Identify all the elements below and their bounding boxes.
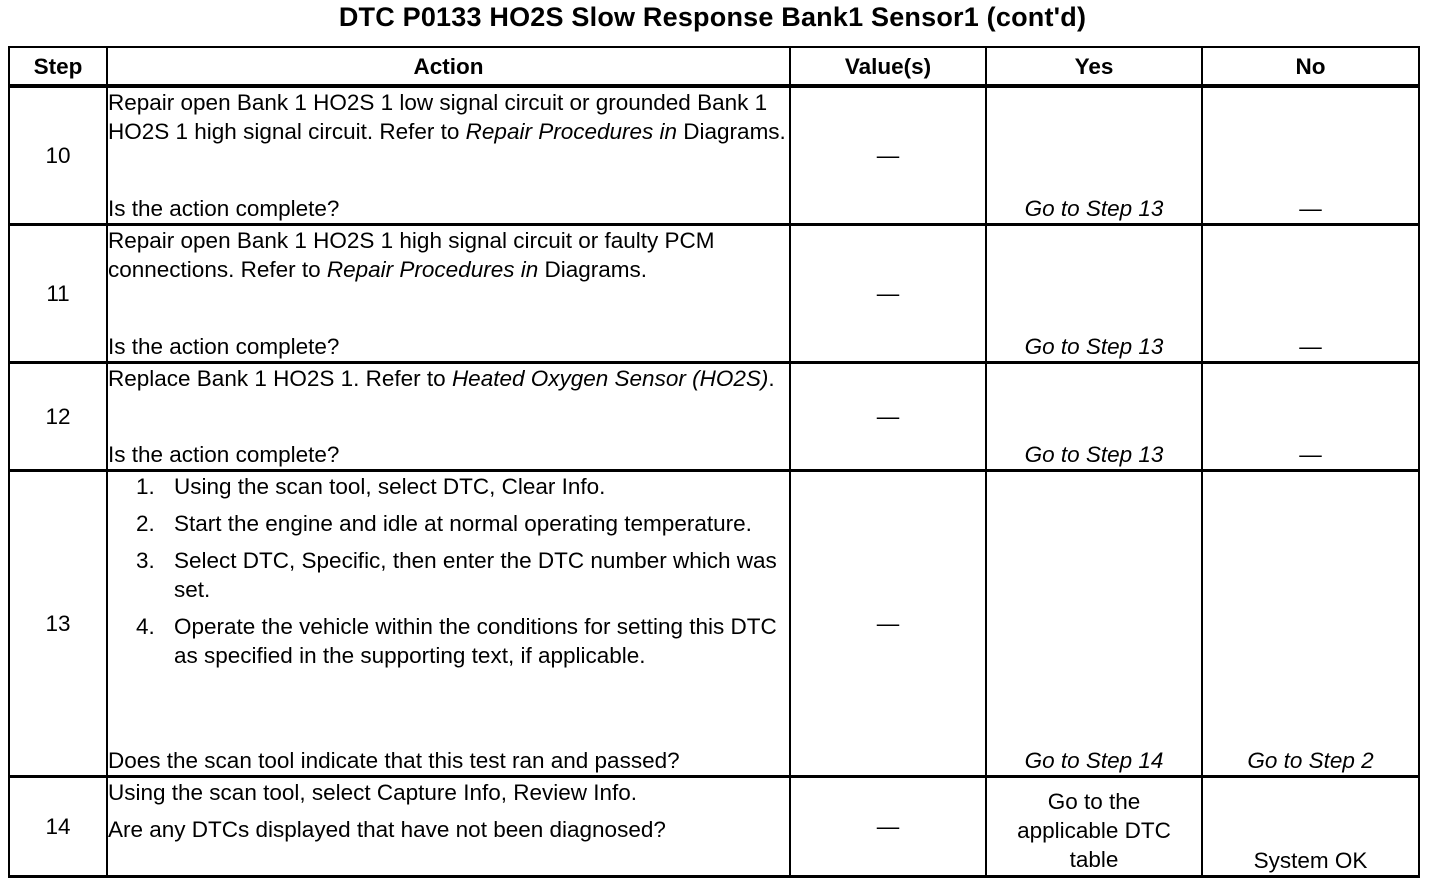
action-cell (107, 224, 790, 362)
substep-list (108, 472, 789, 678)
yes-cell: Go to Step 13 (986, 224, 1202, 362)
value-cell: — (790, 776, 986, 876)
header-yes: Yes (986, 47, 1202, 86)
table-row (9, 86, 1419, 224)
list-item: Using the scan tool, select DTC, Clear Info. (174, 473, 606, 499)
header-action: Action (107, 47, 790, 86)
step-number: 11 (9, 224, 107, 362)
action-text: Repair open Bank 1 HO2S 1 low signal circuit or grounded Bank 1 HO2S 1 high signal circuit. Refer to Repair Procedures in Diagrams. (108, 90, 786, 144)
value-cell: — (790, 470, 986, 776)
list-item: Select DTC, Specific, then enter the DTC number which was set. (174, 547, 777, 602)
table-row (9, 776, 1419, 876)
action-question: Is the action complete? (108, 195, 340, 221)
step-number: 13 (9, 470, 107, 776)
action-text: Repair open Bank 1 HO2S 1 high signal circuit or faulty PCM connections. Refer to Repair Procedures in Diagrams. (108, 227, 715, 282)
table-row (9, 470, 1419, 776)
header-step: Step (9, 47, 107, 86)
no-cell: Go to Step 2 (1202, 470, 1419, 776)
action-question: Are any DTCs displayed that have not been diagnosed? (108, 816, 666, 842)
action-reference: Heated Oxygen Sensor (HO2S) (451, 365, 769, 391)
list-item: Operate the vehicle within the conditions for setting this DTC as specified in the supporting text, if applicable. (174, 613, 777, 668)
action-text: Using the scan tool, select Capture Info, Review Info. (108, 779, 638, 805)
step-number: 12 (9, 362, 107, 470)
no-cell: — (1202, 362, 1419, 470)
no-cell: — (1202, 224, 1419, 362)
action-text: Replace Bank 1 HO2S 1. Refer to Heated Oxygen Sensor (HO2S). (108, 365, 775, 391)
yes-cell: Go to Step 13 (986, 86, 1202, 224)
action-cell (107, 776, 790, 876)
action-reference: Repair Procedures in (465, 119, 678, 144)
action-cell (107, 362, 790, 470)
value-cell: — (790, 224, 986, 362)
table-row (9, 224, 1419, 362)
step-number: 10 (9, 86, 107, 224)
action-cell (107, 470, 790, 776)
value-cell: — (790, 362, 986, 470)
yes-text: Go to the applicable DTC table (1017, 789, 1171, 872)
table-row (9, 362, 1419, 470)
action-question: Is the action complete? (108, 441, 340, 467)
action-question: Is the action complete? (108, 333, 340, 359)
step-number: 14 (9, 776, 107, 876)
page-title: DTC P0133 HO2S Slow Response Bank1 Sensor1 (cont'd) (338, 2, 1087, 32)
header-row (9, 47, 1419, 86)
dtc-table (8, 46, 1420, 878)
action-reference: Repair Procedures in (326, 256, 539, 282)
value-cell: — (790, 86, 986, 224)
action-question: Does the scan tool indicate that this test ran and passed? (108, 747, 680, 773)
action-cell (107, 86, 790, 224)
no-cell: System OK (1202, 776, 1419, 876)
header-values: Value(s) (790, 47, 986, 86)
yes-cell: Go to Step 14 (986, 470, 1202, 776)
no-cell: — (1202, 86, 1419, 224)
list-item: Start the engine and idle at normal operating temperature. (174, 510, 752, 536)
header-no: No (1202, 47, 1419, 86)
yes-cell (986, 776, 1202, 876)
yes-cell: Go to Step 13 (986, 362, 1202, 470)
